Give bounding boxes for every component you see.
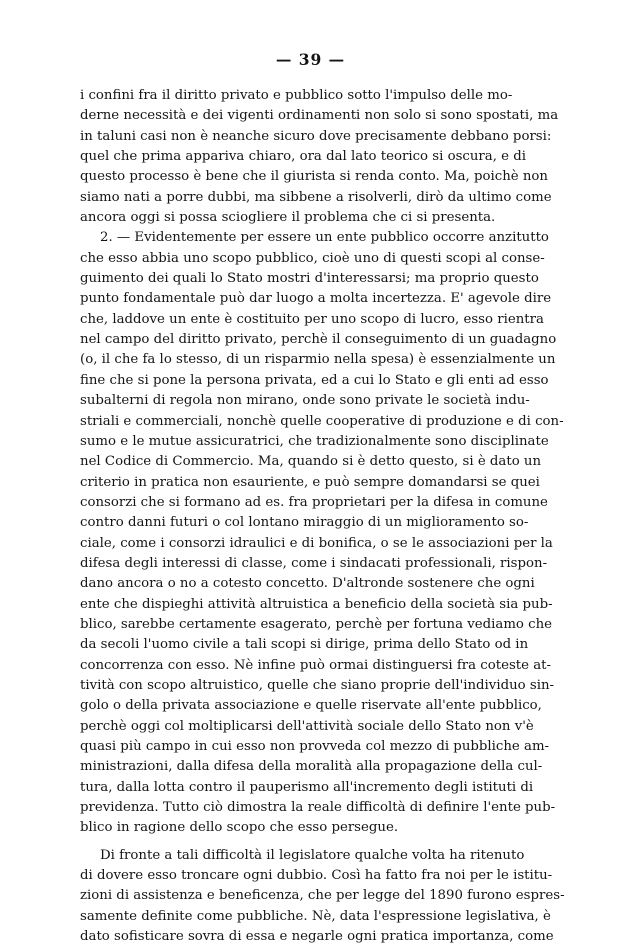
text-line: questo processo è bene che il giurista si renda conto. Ma, poichè non bbox=[80, 169, 548, 185]
text-line: ente che dispieghi attività altruistica a beneficio della società sia pub- bbox=[80, 596, 553, 612]
text-line: difesa degli interessi di classe, come i sindacati professionali, rispon- bbox=[80, 555, 548, 571]
text-line: quel che prima appariva chiaro, ora dal lato teorico si oscura, e di bbox=[80, 149, 527, 165]
text-line: nel campo del diritto privato, perchè il conseguimento di un guadagno bbox=[80, 332, 557, 348]
text-line: ciale, come i consorzi idraulici e di bonifica, o se le associazioni per la bbox=[80, 535, 553, 551]
text-line: zioni di assistenza e beneficenza, che per legge del 1890 furono espres- bbox=[80, 888, 565, 904]
text-line: punto fondamentale può dar luogo a molta incertezza. E' agevole dire bbox=[80, 291, 552, 307]
text-line: i confini fra il diritto privato e pubblico sotto l'impulso delle mo- bbox=[80, 88, 513, 103]
text-line: subalterni di regola non mirano, onde sono private le società indu- bbox=[80, 393, 530, 409]
text-line: sumo e le mutue assicuratrici, che tradizionalmente sono disciplinate bbox=[80, 433, 549, 449]
text-line: siamo nati a porre dubbi, ma sibbene a risolverli, dirò da ultimo come bbox=[80, 189, 552, 205]
text-line: che esso abbia uno scopo pubblico, cioè uno di questi scopi al conse- bbox=[80, 250, 545, 266]
paragraph-gap bbox=[80, 839, 512, 846]
text-line: consorzi che si formano ad es. fra proprietari per la difesa in comune bbox=[80, 494, 548, 510]
text-line: blico in ragione dello scopo che esso persegue. bbox=[80, 820, 399, 836]
text-line: ministrazioni, dalla difesa della moralità alla propagazione della cul- bbox=[80, 759, 543, 775]
text-line: perchè oggi col moltiplicarsi dell'attività sociale dello Stato non v'è bbox=[80, 718, 534, 734]
text-line: fine che si pone la persona privata, ed a cui lo Stato e gli enti ad esso bbox=[80, 372, 549, 388]
text-line: concorrenza con esso. Nè infine può ormai distinguersi fra coteste at- bbox=[80, 657, 551, 673]
text-line: criterio in pratica non esauriente, e può sempre domandarsi se quei bbox=[80, 474, 540, 490]
text-line: golo o della privata associazione e quelle riservate all'ente pubblico, bbox=[80, 698, 542, 714]
text-line: derne necessità e dei vigenti ordinamenti non solo si sono spostati, ma bbox=[80, 108, 559, 124]
text-line: Di fronte a tali difficoltà il legislatore qualche volta ha ritenuto bbox=[100, 847, 525, 863]
body-text bbox=[80, 86, 565, 947]
text-line: striali e commerciali, nonchè quelle cooperative di produzione e di con- bbox=[80, 413, 564, 429]
text-line: (o, il che fa lo stesso, di un risparmio nella spesa) è essenzialmente un bbox=[80, 352, 556, 368]
page-number: — 39 — bbox=[275, 50, 346, 69]
text-line: tura, dalla lotta contro il pauperismo all'incremento degli istituti di bbox=[80, 779, 534, 795]
text-line: previdenza. Tutto ciò dimostra la reale difficoltà di definire l'ente pub- bbox=[80, 800, 556, 816]
text-line: che, laddove un ente è costituito per uno scopo di lucro, esso rientra bbox=[80, 311, 544, 327]
text-line: quasi più campo in cui esso non provveda col mezzo di pubbliche am- bbox=[80, 739, 550, 754]
text-line: di dovere esso troncare ogni dubbio. Così ha fatto fra noi per le istitu- bbox=[80, 868, 553, 884]
text-line: dano ancora o no a cotesto concetto. D'altronde sostenere che ogni bbox=[80, 576, 535, 592]
text-line: blico, sarebbe certamente esagerato, perchè per fortuna vediamo che bbox=[80, 616, 553, 632]
text-line: tività con scopo altruistico, quelle che siano proprie dell'individuo sin- bbox=[80, 677, 555, 693]
text-line: da secoli l'uomo civile a tali scopi si dirige, prima dello Stato od in bbox=[80, 637, 529, 653]
text-line: ancora oggi si possa sciogliere il problema che ci si presenta. bbox=[80, 210, 496, 226]
text-line: dato sofisticare sovra di essa e negarle ogni pratica importanza, come bbox=[80, 929, 554, 945]
text-line: guimento dei quali lo Stato mostri d'interessarsi; ma proprio questo bbox=[80, 271, 539, 287]
text-line: samente definite come pubbliche. Nè, data l'espressione legislativa, è bbox=[80, 908, 551, 924]
text-line: nel Codice di Commercio. Ma, quando si è detto questo, si è dato un bbox=[80, 454, 542, 470]
text-line: in taluni casi non è neanche sicuro dove precisamente debbano porsi: bbox=[80, 128, 552, 144]
text-line: 2. — Evidentemente per essere un ente pubblico occorre anzitutto bbox=[100, 230, 549, 246]
text-line: contro danni futuri o col lontano miraggio di un miglioramento so- bbox=[80, 515, 529, 531]
